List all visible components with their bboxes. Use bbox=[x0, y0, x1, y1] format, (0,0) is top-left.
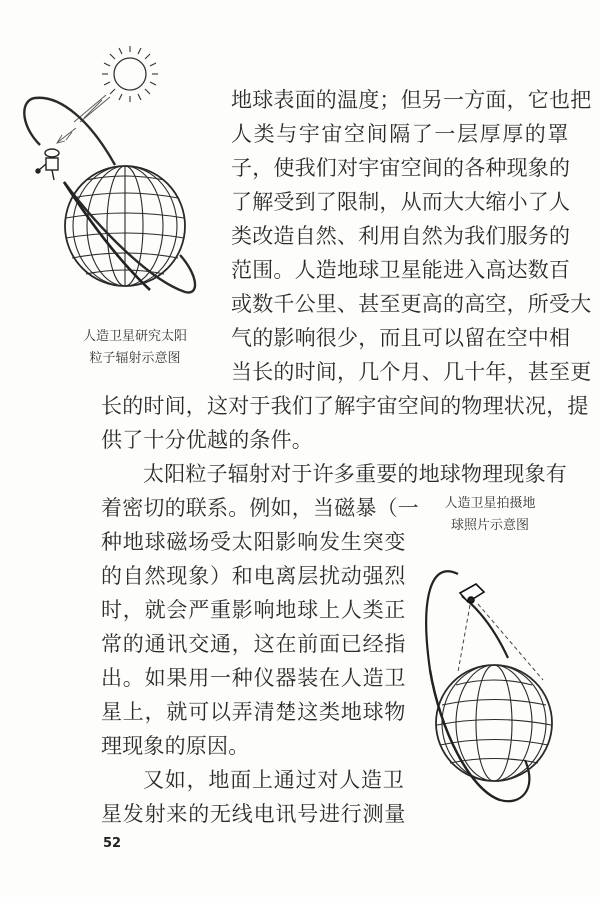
body-line: 时，就会严重影响地球上人类正 bbox=[101, 598, 407, 622]
body-line: 或数千公里、甚至更高的高空，所受大 bbox=[231, 292, 592, 316]
satellite-icon bbox=[36, 149, 59, 180]
body-line: 子，使我们对宇宙空间的各种现象的 bbox=[231, 156, 571, 180]
caption-line: 人造卫星研究太阳 bbox=[82, 329, 187, 344]
caption-line: 粒子辐射示意图 bbox=[89, 351, 181, 366]
paragraph-start: 太阳粒子辐射对于许多重要的地球物理现象有 bbox=[143, 462, 567, 486]
body-line: 了解受到了限制，从而大大缩小了人 bbox=[231, 190, 571, 214]
body-line: 人类与宇宙空间隔了一层厚厚的罩 bbox=[231, 122, 570, 146]
body-line: 着密切的联系。例如，当磁暴（一 bbox=[101, 496, 419, 520]
body-line: 当长的时间，几个月、几十年，甚至更 bbox=[231, 360, 592, 384]
paragraph-start: 又如，地面上通过对人造卫 bbox=[143, 768, 405, 792]
body-line: 类改造自然、利用自然为我们服务的 bbox=[231, 224, 571, 248]
body-line: 范围。人造地球卫星能进入高达数百 bbox=[231, 258, 571, 282]
satellite-camera-icon bbox=[460, 584, 484, 603]
page-number: 52 bbox=[103, 836, 122, 851]
body-line: 星发射来的无线电讯号进行测量 bbox=[101, 802, 407, 826]
globe-icon bbox=[436, 665, 552, 781]
figure-satellite-solar-radiation bbox=[0, 0, 230, 320]
body-line: 地球表面的温度；但另一方面，它也把 bbox=[231, 88, 592, 112]
globe-icon bbox=[65, 166, 185, 286]
body-line: 出。如果用一种仪器装在人造卫 bbox=[101, 666, 407, 690]
caption-line: 球照片示意图 bbox=[450, 518, 529, 533]
body-line: 种地球磁场受太阳影响发生突变 bbox=[101, 530, 407, 554]
sun-icon bbox=[102, 46, 158, 102]
figure-satellite-photographing-earth bbox=[400, 560, 600, 820]
particle-arrows bbox=[57, 95, 110, 143]
body-line: 常的通讯交通，这在前面已经指 bbox=[101, 632, 407, 656]
figure-2-caption bbox=[425, 493, 555, 537]
body-line: 的自然现象）和电离层扰动强烈 bbox=[101, 564, 407, 588]
body-line: 供了十分优越的条件。 bbox=[101, 428, 313, 452]
body-line: 理现象的原因。 bbox=[101, 734, 250, 758]
figure-1-caption bbox=[60, 326, 210, 370]
body-line: 长的时间，这对于我们了解宇宙空间的物理状况，提 bbox=[101, 394, 589, 418]
caption-line: 人造卫星拍摄地 bbox=[444, 496, 536, 511]
body-line: 气的影响很少，而且可以留在空中相 bbox=[231, 326, 571, 350]
body-line: 星上，就可以弄清楚这类地球物 bbox=[101, 700, 407, 724]
orbit bbox=[426, 571, 529, 801]
